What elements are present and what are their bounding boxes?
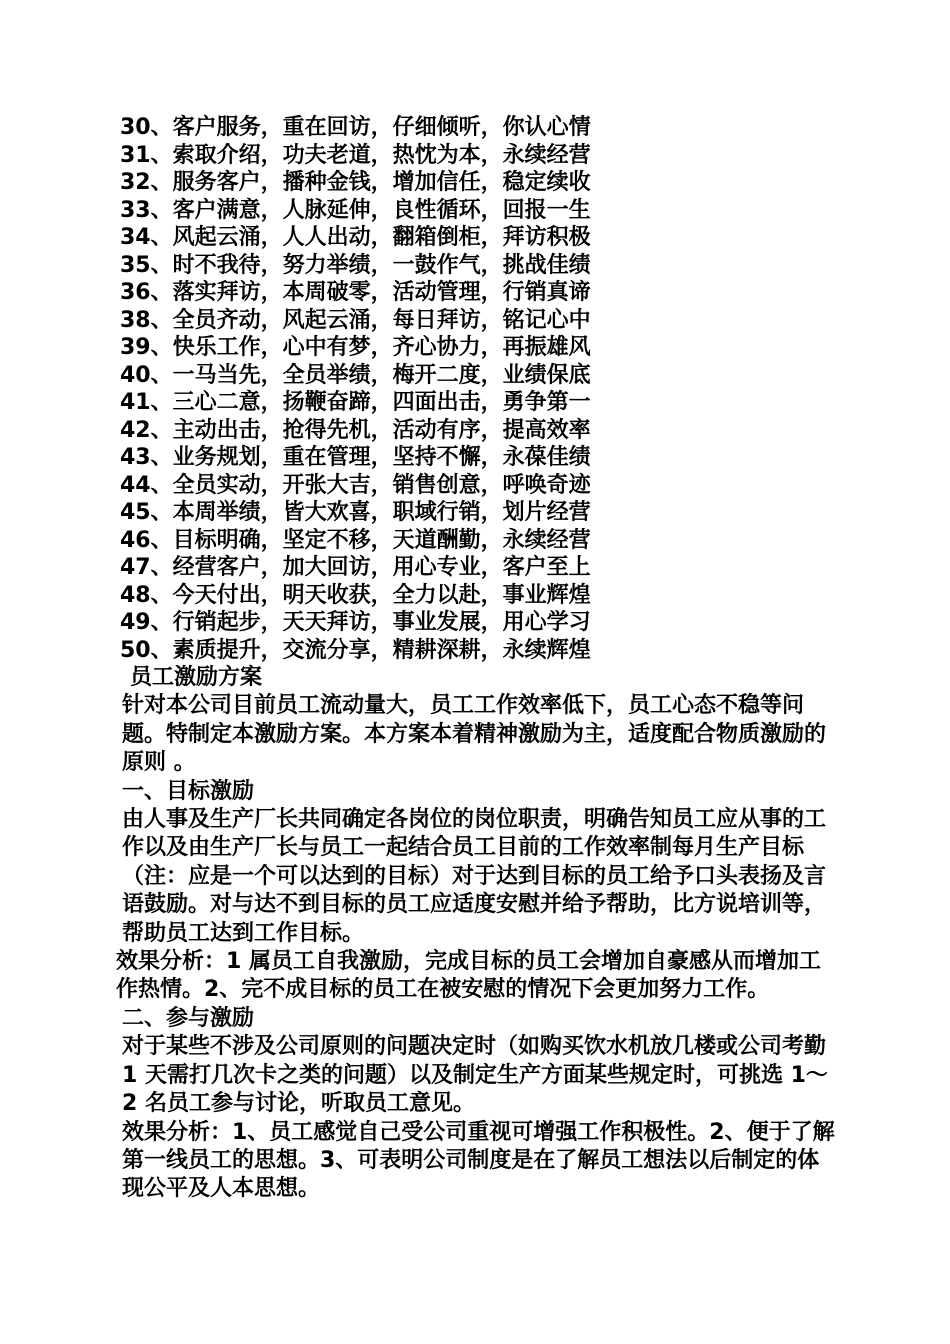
slogan-item: 48、今天付出，明天收获，全力以赴，事业辉煌: [120, 582, 591, 608]
slogan-item: 38、全员齐动，风起云涌，每日拜访，铭记心中: [120, 307, 591, 333]
section-analysis-participation: 效果分析：1、员工感觉自己受公司重视可增强工作积极性。2、便于了解第一线员工的思想。3、可表明公司制度是在了解员工想法以后制定的体现公平及人本思想。: [122, 1119, 835, 1202]
section-body-participation: 对于某些不涉及公司原则的问题决定时（如购买饮水机放几楼或公司考勤 1 天需打几次卡之类的问题）以及制定生产方面某些规定时，可挑选 1～2 名员工参与讨论，听取员工意见。: [122, 1034, 828, 1117]
slogan-item: 47、经营客户，加大回访，用心专业，客户至上: [120, 555, 591, 580]
slogan-item: 32、服务客户，播种金钱，增加信任，稳定续收: [120, 170, 591, 195]
plan-intro: 针对本公司目前员工流动量大，员工工作效率低下，员工心态不稳等问题。特制定本激励方案。本方案本着精神激励为主，适度配合物质激励的原则 。: [122, 693, 827, 776]
section-analysis-goal: 效果分析：1 属员工自我激励，完成目标的员工会增加自豪感从而增加工作热情。2、完不成目标的员工在被安慰的情况下会更加努力工作。: [116, 949, 821, 1003]
slogan-list: [120, 114, 680, 664]
slogan-item: 50、素质提升，交流分享，精耕深耕，永续辉煌: [120, 637, 591, 663]
section-heading-goal: 一、目标激励: [122, 778, 255, 804]
slogan-item: 34、风起云涌，人人出动，翻箱倒柜，拜访积极: [120, 225, 591, 250]
slogan-item: 41、三心二意，扬鞭奋蹄，四面出击，勇争第一: [120, 390, 591, 415]
slogan-item: 35、时不我待，努力举绩，一鼓作气，挑战佳绩: [120, 252, 591, 278]
slogan-item: 40、一马当先，全员举绩，梅开二度，业绩保底: [120, 362, 591, 388]
slogan-item: 49、行销起步，天天拜访，事业发展，用心学习: [120, 610, 591, 635]
section-heading-participation: 二、参与激励: [122, 1005, 255, 1031]
slogan-item: 39、快乐工作，心中有梦，齐心协力，再振雄风: [120, 335, 591, 360]
incentive-plan: [116, 664, 840, 1204]
slogan-item: 46、目标明确，坚定不移，天道酬勤，永续经营: [120, 527, 591, 553]
slogan-item: 45、本周举绩，皆大欢喜，职域行销，划片经营: [120, 500, 591, 525]
section-body-goal: 由人事及生产厂长共同确定各岗位的岗位职责，明确告知员工应从事的工作以及由生产厂长与员工一起结合员工目前的工作效率制每月生产目标（注：应是一个可以达到的目标）对于达到目标的员工给予口头表扬及言语鼓励。对与达不到目标的员工应适度安慰并给予帮助，比方说培训等，帮助员工达到工作目标。: [122, 807, 827, 946]
slogan-item: 36、落实拜访，本周破零，活动管理，行销真谛: [120, 280, 591, 305]
slogan-item: 44、全员实动，开张大吉，销售创意，呼唤奇迹: [120, 472, 591, 498]
slogan-item: 43、业务规划，重在管理，坚持不懈，永葆佳绩: [120, 445, 591, 470]
slogan-item: 42、主动出击，抢得先机，活动有序，提高效率: [120, 417, 591, 443]
slogan-item: 33、客户满意，人脉延伸，良性循环，回报一生: [120, 197, 591, 223]
slogan-item: 30、客户服务，重在回访，仔细倾听，你认心情: [120, 115, 591, 140]
slogan-item: 31、索取介绍，功夫老道，热忱为本，永续经营: [120, 142, 591, 168]
plan-title: 员工激励方案: [130, 665, 263, 690]
